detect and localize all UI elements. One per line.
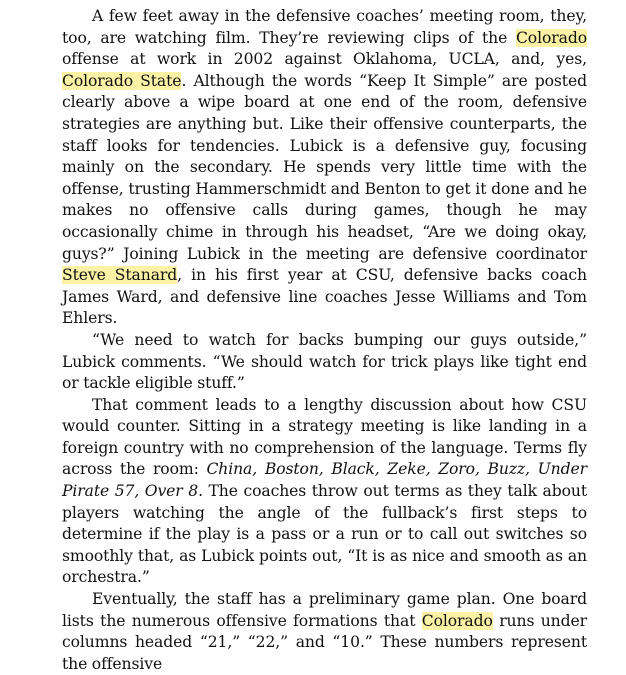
text-run: , in his first year at CSU, defensive backs coach James Ward, and defensive line coaches Jesse Williams and Tom Ehlers. <box>62 266 587 328</box>
text-run: offense at work in 2002 against Oklahoma, UCLA, and, yes, <box>62 50 587 69</box>
text-run: runs under columns headed “21,” “22,” and “10.” These numbers represent the offensive <box>62 611 587 673</box>
highlighted-term: Colorado State <box>62 71 182 90</box>
text-run: “We need to watch for backs bumping our guys outside,” Lubick comments. “We should watch for trick plays like tight end or tackle eligible stuff.” <box>62 330 587 393</box>
paragraph <box>62 6 587 330</box>
text-run: . The coaches throw out terms as they talk about players watching the angle of the fullback’s first steps to determine if the play is a pass or a run or to call out switches so smoothly that, as Lubick points out, “It is as nice and smooth as an orchestra.” <box>62 482 587 587</box>
paragraph <box>62 589 587 675</box>
paragraph <box>62 330 587 395</box>
italic-term-list: China, Boston, Black, Zeke, Zoro, Buzz, Under Pirate 57, Over 8 <box>62 460 587 501</box>
paragraph <box>62 395 587 589</box>
highlighted-term: Steve Stanard <box>62 266 178 285</box>
highlighted-term: Colorado <box>515 28 587 47</box>
text-run: . Although the words “Keep It Simple” are posted clearly above a wipe board at one end of the room, defensive strategies are anything but. Like their offensive counterparts, the staff looks for tendencies. Lubick is a defensive guy, focusing mainly on the secondary. He spends very little time with the offense, trusting Hammerschmidt and Benton to get it done and he makes no offensive calls during games, though he may occasionally chime in through his headset, “Are we doing okay, guys?” Joining Lubick in the meeting are defensive coordinator <box>62 71 587 263</box>
text-run: That comment leads to a lengthy discussion about how CSU would counter. Sitting in a strategy meeting is like landing in a foreign country with no comprehension of the language. Terms fly across the room: <box>62 395 587 479</box>
text-run: Eventually, the staff has a preliminary game plan. One board lists the numerous offensive formations that <box>62 590 587 630</box>
highlighted-term: Colorado <box>421 611 493 630</box>
text-run: A few feet away in the defensive coaches’ meeting room, they, too, are watching film. They’re reviewing clips of the <box>62 7 587 47</box>
